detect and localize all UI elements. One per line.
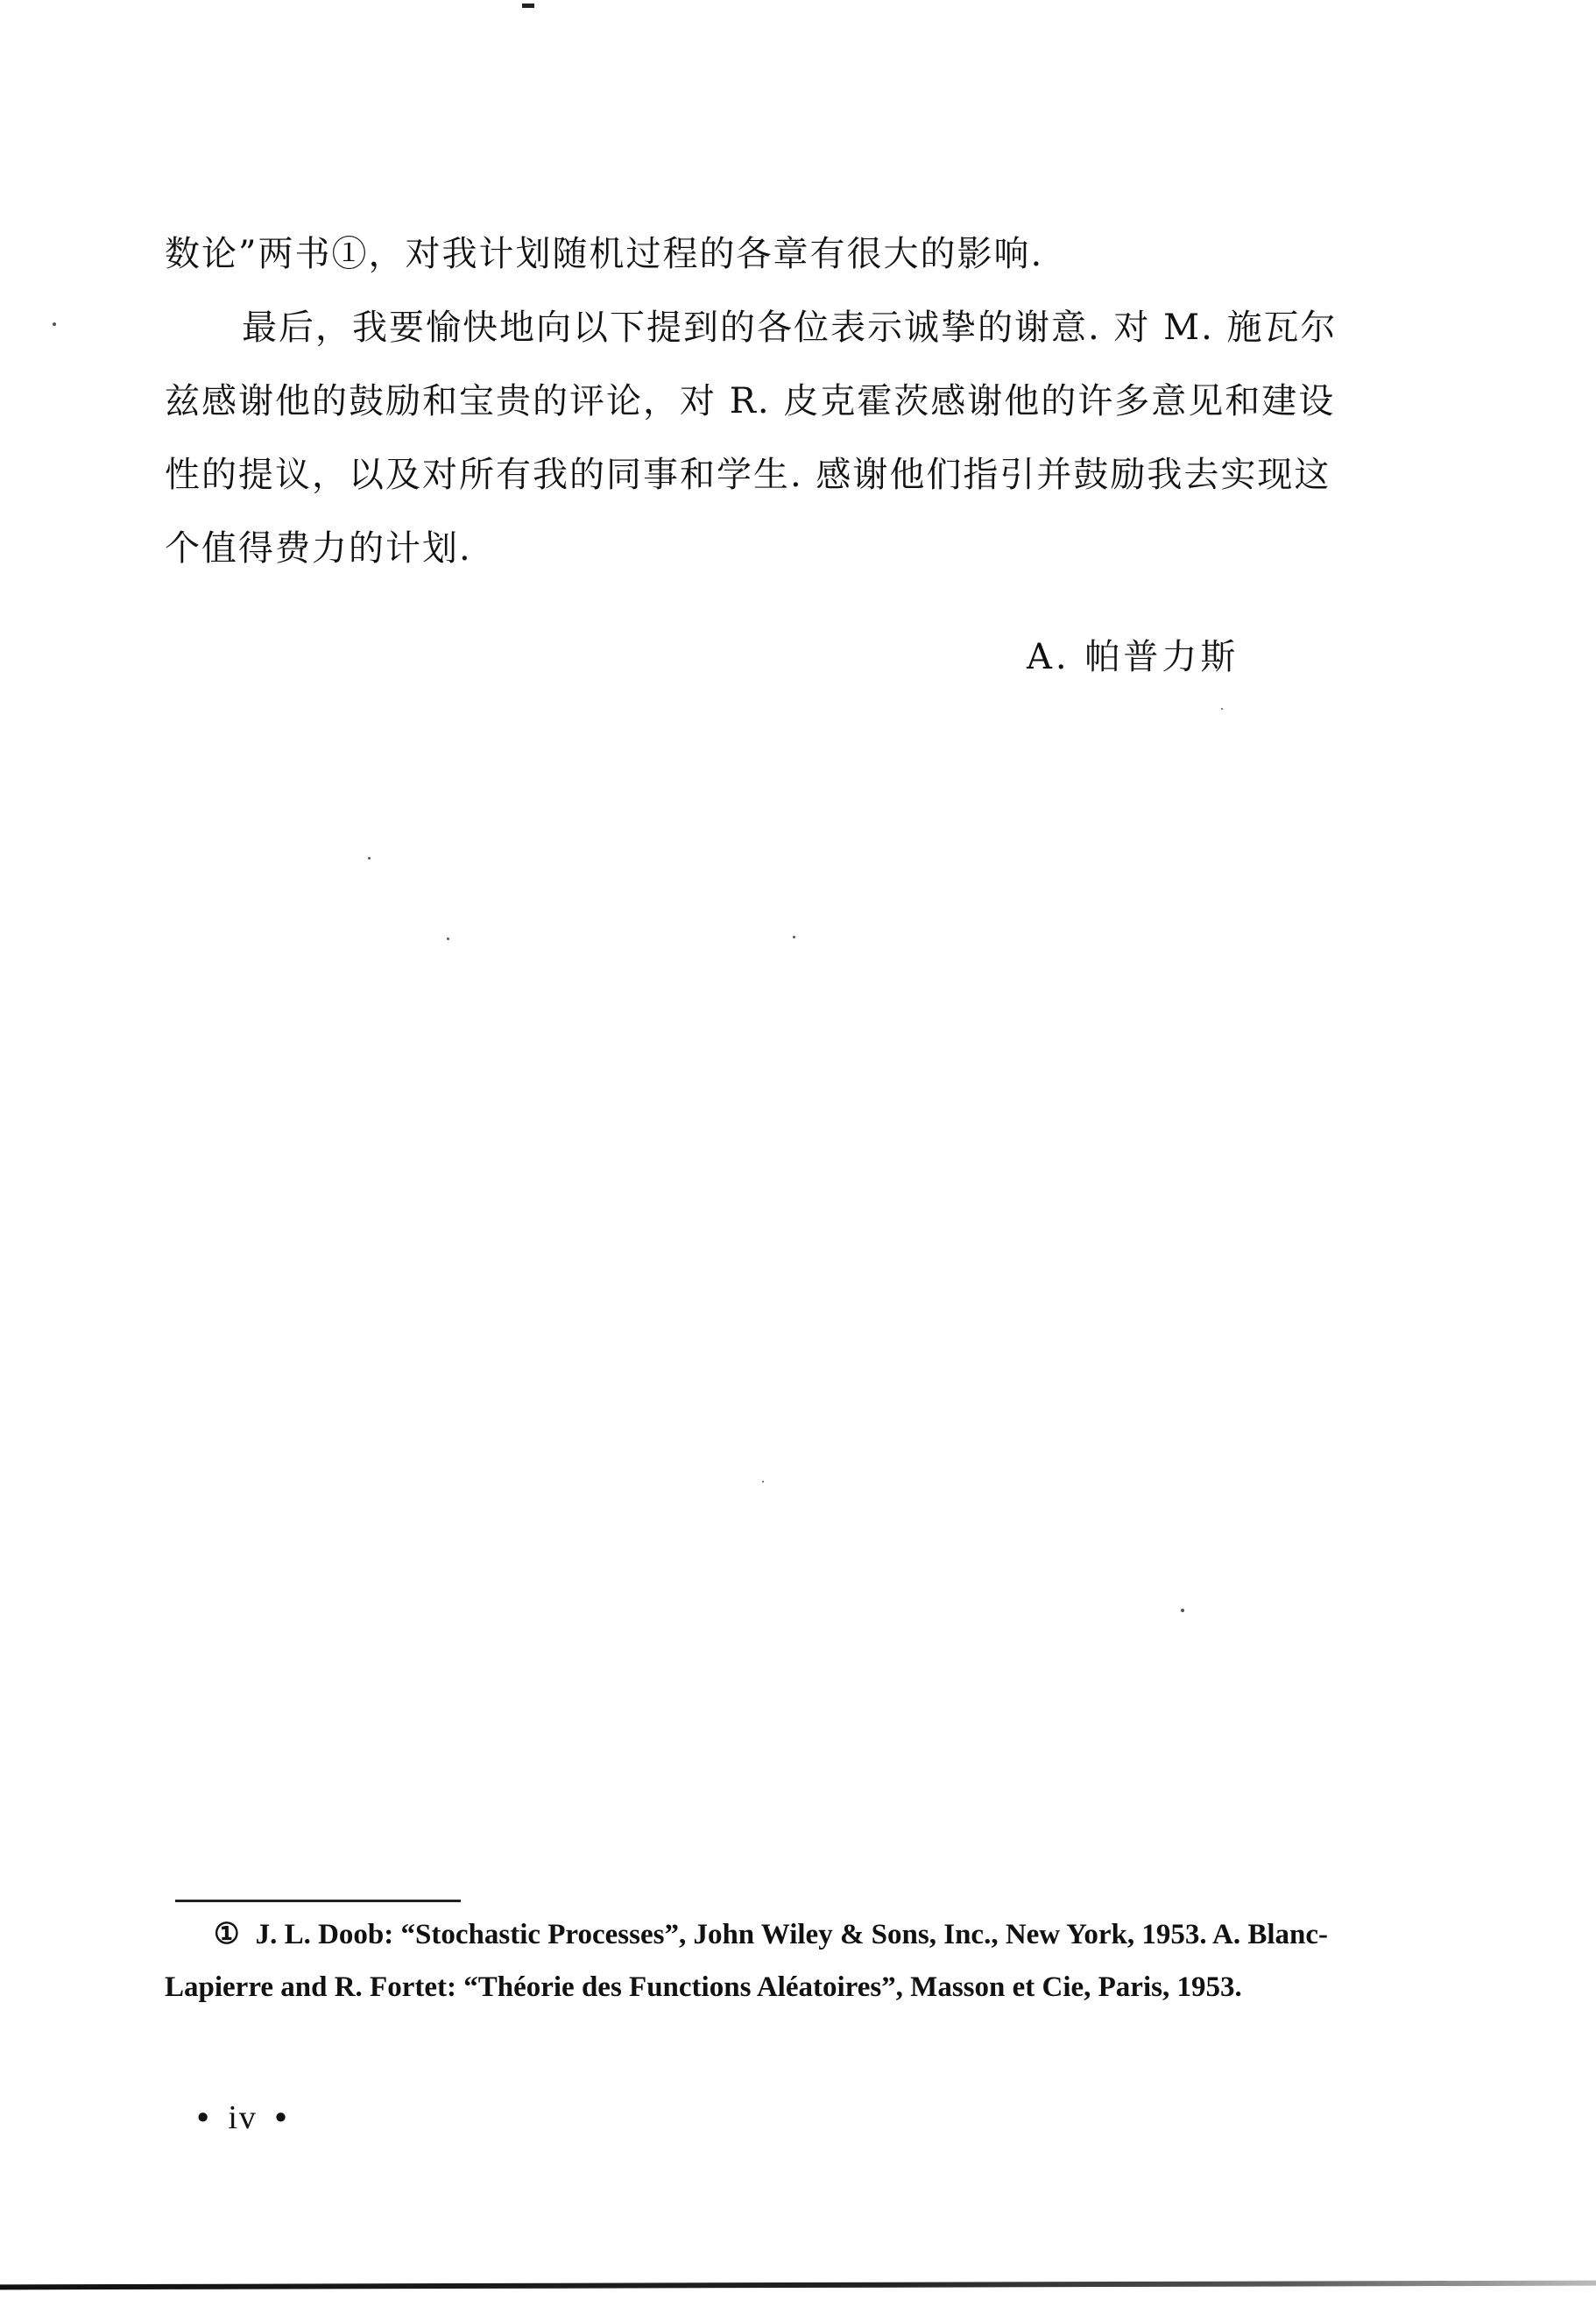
scan-speck [1181,1609,1184,1612]
footnote-citation: J. L. Doob: “Stochastic Processes”, John Wiley & Sons, Inc., New York, 1953. A. Blanc-Lapierre and R. Fortet: “Théorie des Functions Aléatoires”, Masson et Cie, Paris, 1953. [165,1919,1329,2003]
scan-speck [762,1481,764,1483]
scan-speck [447,938,449,940]
scan-speck [1221,708,1223,710]
scan-speck [368,857,371,860]
footnote-divider [175,1900,461,1902]
scan-speck [793,936,795,938]
page-number-left-dot: • [197,2099,211,2136]
footnote-marker: ① [214,1919,240,1950]
paragraph-continuation: 数论”两书①，对我计划随机过程的各章有很大的影响. [165,234,1044,274]
footnote [165,1908,1356,2013]
page-number-label: iv [228,2099,258,2136]
author-signature: A. 帕普力斯 [1027,637,1239,677]
footnote-text [165,1908,1356,2013]
page-number-right-dot: • [274,2099,289,2136]
scan-bottom-edge [0,2281,1596,2290]
scan-mark [522,4,534,8]
page-number [180,2098,306,2137]
body-text [165,217,1338,585]
paragraph-acknowledgements: 最后，我要愉快地向以下提到的各位表示诚挚的谢意. 对 M. 施瓦尔兹感谢他的鼓励和宝贵的评论，对 R. 皮克霍茨感谢他的许多意见和建设性的提议，以及对所有我的同事和学生. 感谢他们指引并鼓励我去实现这个值得费力的计划. [165,308,1338,569]
scan-speck [53,322,56,326]
